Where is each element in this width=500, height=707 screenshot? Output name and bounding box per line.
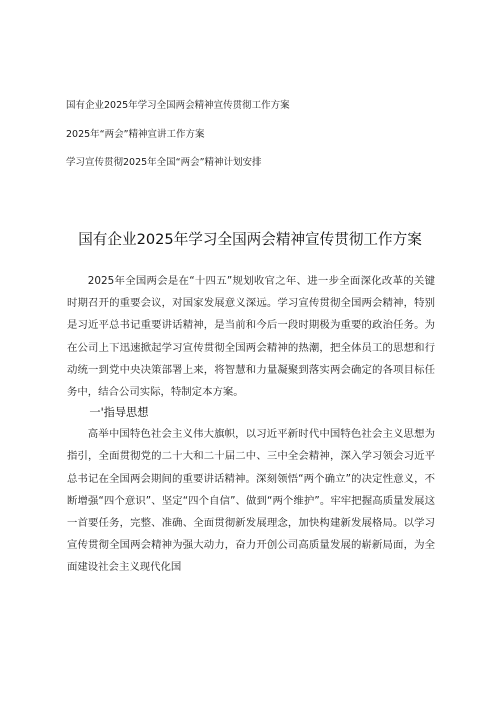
- section-heading: 一'指导思想: [89, 406, 149, 420]
- section-paragraph: 高举中国特色社会主义伟大旗帜，以习近平新时代中国特色社会主义思想为指引，全面贯彻党的二十大和二十届二中、三中全会精神，深入学习领会习近平总书记在全国两会期间的重要讲话精神。深刻领悟“两个确立”的决定性意义，不断增强“四个意识”、坚定“四个自信”、做到“两个维护”。牢牢把握高质量发展这一首要任务，完整、准确、全面贯彻新发展理念，加快构建新发展格局。以学习宣传贯彻全国两会精神为强大动力，奋力开创公司高质量发展的崭新局面，为全面建设社会主义现代化国: [67, 428, 435, 574]
- toc-item: 国有企业2025年学习全国两会精神宣传贯彻工作方案: [66, 100, 290, 111]
- toc-item: 学习宣传贯彻2025年全国“两会”精神计划安排: [66, 157, 262, 168]
- toc-item: 2025年“两会”精神宣讲工作方案: [66, 128, 205, 140]
- document-title: 国有企业2025年学习全国两会精神宣传贯彻工作方案: [78, 231, 422, 248]
- document-body: [67, 270, 435, 579]
- table-of-contents: [66, 99, 446, 170]
- intro-paragraph: 2025年全国两会是在“十四五”规划收官之年、进一步全面深化改革的关键时期召开的重要会议，对国家发展意义深远。学习宣传贯彻全国两会精神，特别是习近平总书记重要讲话精神，是当前和今后一段时期极为重要的政治任务。为在公司上下迅速掀起学习宣传贯彻全国两会精神的热潮，把全体员工的思想和行动统一到党中央决策部署上来，将智慧和力量凝聚到落实两会确定的各项目标任务中，结合公司实际，特制定本方案。: [67, 275, 435, 399]
